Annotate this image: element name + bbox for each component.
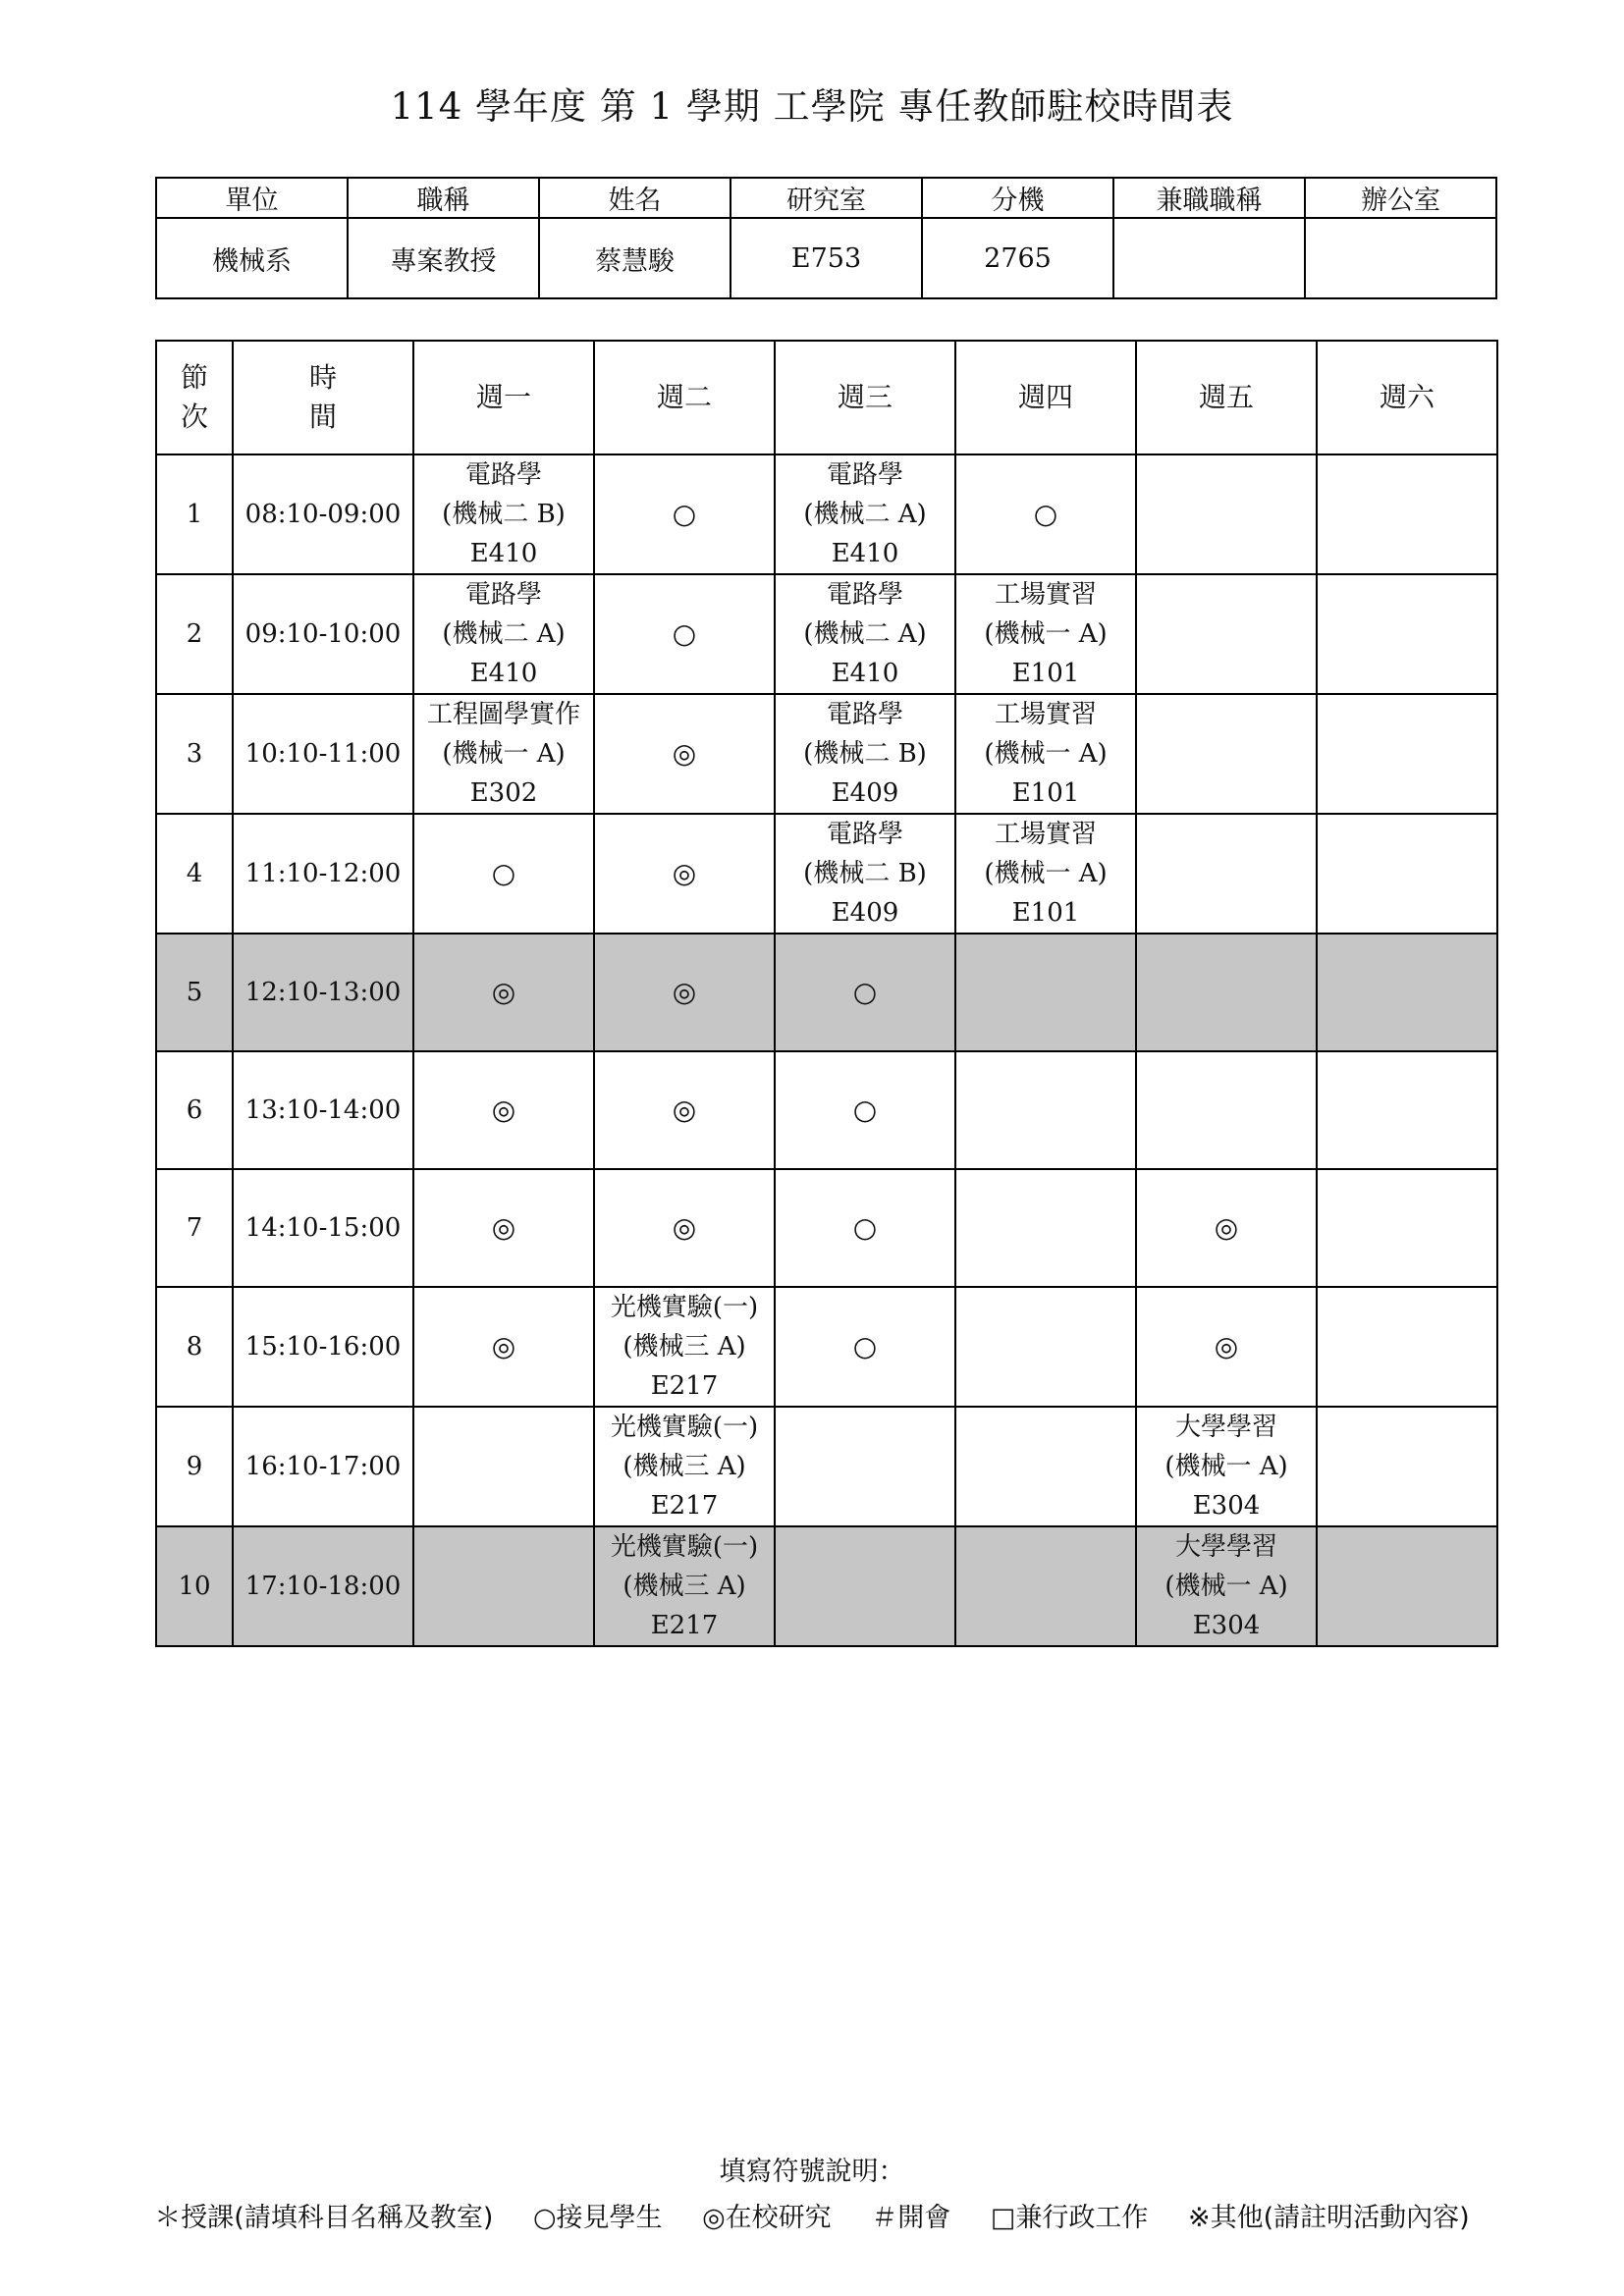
- info-value-unit: 機械系: [156, 218, 348, 298]
- schedule-row: [156, 1169, 1497, 1287]
- slot-wed: [775, 1169, 955, 1287]
- slot-wed: [775, 1287, 955, 1407]
- slot-symbol: ○: [852, 1329, 878, 1362]
- slot-wed: [775, 1407, 955, 1526]
- slot-mon: [413, 454, 594, 574]
- day-header-tue: 週二: [594, 341, 775, 454]
- slot-thu: [955, 1407, 1136, 1526]
- course-class: (機械一 A): [1164, 1452, 1288, 1481]
- slot-thu: [955, 454, 1136, 574]
- course-room: E304: [1192, 1491, 1261, 1521]
- schedule-row: [156, 934, 1497, 1051]
- slot-sat: [1317, 814, 1497, 934]
- slot-fri: [1136, 934, 1317, 1051]
- period-cell: 8: [156, 1287, 233, 1407]
- info-value-title: 專案教授: [348, 218, 539, 298]
- slot-symbol: ◎: [672, 736, 697, 770]
- schedule-row: [156, 814, 1497, 934]
- slot-tue: [594, 934, 775, 1051]
- info-header-row: [156, 178, 1496, 218]
- course-name: 電路學: [464, 580, 542, 610]
- slot-tue: [594, 454, 775, 574]
- slot-fri: [1136, 814, 1317, 934]
- slot-wed: [775, 574, 955, 694]
- slot-symbol: ○: [852, 1093, 878, 1126]
- day-header-mon: 週一: [413, 341, 594, 454]
- schedule-row: [156, 1051, 1497, 1169]
- slot-wed: [775, 934, 955, 1051]
- slot-symbol: ◎: [491, 975, 516, 1008]
- time-cell: 12:10-13:00: [233, 934, 413, 1051]
- course-room: E101: [1011, 659, 1080, 688]
- time-cell: 10:10-11:00: [233, 694, 413, 814]
- time-header-line2: 間: [308, 400, 337, 433]
- period-cell: 7: [156, 1169, 233, 1287]
- info-value-name: 蔡慧駿: [539, 218, 731, 298]
- slot-sat: [1317, 694, 1497, 814]
- course-name: 電路學: [826, 580, 903, 610]
- slot-wed: [775, 1526, 955, 1646]
- schedule-row: [156, 1526, 1497, 1646]
- slot-mon: [413, 1051, 594, 1169]
- course-room: E409: [831, 778, 899, 808]
- slot-symbol: ◎: [672, 856, 697, 889]
- info-value-office: [1305, 218, 1496, 298]
- course-class: (機械一 A): [984, 619, 1108, 649]
- slot-sat: [1317, 1051, 1497, 1169]
- course-room: E217: [650, 1491, 719, 1521]
- legend-meet-students: ○接見學生: [532, 2203, 663, 2233]
- course-room: E217: [650, 1371, 719, 1401]
- info-value-row: [156, 218, 1496, 298]
- schedule-row: [156, 454, 1497, 574]
- slot-symbol: ◎: [672, 1210, 697, 1244]
- time-cell: 15:10-16:00: [233, 1287, 413, 1407]
- course-class: (機械二 A): [442, 619, 566, 649]
- info-header-office: 辦公室: [1305, 178, 1496, 218]
- course-room: E410: [469, 659, 538, 688]
- course-name: 電路學: [826, 700, 903, 729]
- course-class: (機械二 B): [803, 739, 927, 769]
- slot-thu: [955, 1287, 1136, 1407]
- schedule-row: [156, 574, 1497, 694]
- slot-mon: [413, 934, 594, 1051]
- info-header-lab: 研究室: [731, 178, 922, 218]
- legend: [0, 2196, 1624, 2234]
- course-class: (機械二 B): [803, 859, 927, 888]
- day-header-fri: 週五: [1136, 341, 1317, 454]
- course-room: E410: [831, 659, 899, 688]
- slot-tue: [594, 1407, 775, 1526]
- slot-symbol: ○: [1033, 497, 1058, 530]
- info-header-unit: 單位: [156, 178, 348, 218]
- course-class: (機械三 A): [623, 1332, 746, 1362]
- info-header-extension: 分機: [922, 178, 1113, 218]
- course-name: 電路學: [826, 460, 903, 490]
- course-class: (機械一 A): [442, 739, 566, 769]
- course-room: E409: [831, 898, 899, 928]
- slot-symbol: ◎: [672, 1093, 697, 1126]
- slot-thu: [955, 1526, 1136, 1646]
- slot-fri: [1136, 1407, 1317, 1526]
- period-cell: 9: [156, 1407, 233, 1526]
- info-value-extension: 2765: [922, 218, 1113, 298]
- course-name: 光機實驗(一): [610, 1532, 759, 1562]
- course-class: (機械三 A): [623, 1452, 746, 1481]
- course-name: 工場實習: [994, 580, 1097, 610]
- time-cell: 09:10-10:00: [233, 574, 413, 694]
- course-name: 大學學習: [1174, 1532, 1277, 1562]
- slot-symbol: ○: [491, 856, 516, 889]
- slot-mon: [413, 814, 594, 934]
- period-cell: 10: [156, 1526, 233, 1646]
- schedule-row: [156, 1407, 1497, 1526]
- course-room: E101: [1011, 778, 1080, 808]
- slot-mon: [413, 694, 594, 814]
- day-header-thu: 週四: [955, 341, 1136, 454]
- time-header: [233, 341, 413, 454]
- time-cell: 08:10-09:00: [233, 454, 413, 574]
- slot-fri: [1136, 454, 1317, 574]
- slot-wed: [775, 814, 955, 934]
- slot-symbol: ○: [672, 497, 697, 530]
- slot-sat: [1317, 1287, 1497, 1407]
- day-header-sat: 週六: [1317, 341, 1497, 454]
- course-class: (機械二 A): [803, 500, 927, 529]
- period-cell: 6: [156, 1051, 233, 1169]
- slot-symbol: ◎: [1214, 1329, 1239, 1362]
- info-header-title: 職稱: [348, 178, 539, 218]
- slot-tue: [594, 1287, 775, 1407]
- slot-tue: [594, 1169, 775, 1287]
- slot-tue: [594, 1526, 775, 1646]
- time-cell: 17:10-18:00: [233, 1526, 413, 1646]
- slot-tue: [594, 1051, 775, 1169]
- schedule-header-row: [156, 341, 1497, 454]
- slot-thu: [955, 574, 1136, 694]
- legend-title: 填寫符號說明：: [719, 2157, 905, 2187]
- legend-meeting: ＃開會: [871, 2203, 951, 2233]
- slot-symbol: ○: [672, 616, 697, 650]
- course-class: (機械一 A): [984, 859, 1108, 888]
- legend-other: ※其他(請註明活動內容): [1187, 2203, 1470, 2233]
- period-cell: 4: [156, 814, 233, 934]
- slot-sat: [1317, 454, 1497, 574]
- slot-fri: [1136, 574, 1317, 694]
- course-class: (機械三 A): [623, 1572, 746, 1601]
- slot-mon: [413, 1169, 594, 1287]
- slot-sat: [1317, 1169, 1497, 1287]
- schedule-row: [156, 1287, 1497, 1407]
- course-class: (機械一 A): [984, 739, 1108, 769]
- slot-thu: [955, 814, 1136, 934]
- info-value-lab: E753: [731, 218, 922, 298]
- slot-thu: [955, 1051, 1136, 1169]
- slot-sat: [1317, 574, 1497, 694]
- slot-tue: [594, 574, 775, 694]
- course-name: 工場實習: [994, 820, 1097, 849]
- legend-admin-work: □兼行政工作: [990, 2203, 1149, 2233]
- slot-fri: [1136, 1051, 1317, 1169]
- time-cell: 13:10-14:00: [233, 1051, 413, 1169]
- period-cell: 2: [156, 574, 233, 694]
- course-class: (機械一 A): [1164, 1572, 1288, 1601]
- legend-research: ◎在校研究: [702, 2203, 832, 2233]
- slot-tue: [594, 814, 775, 934]
- slot-thu: [955, 694, 1136, 814]
- slot-wed: [775, 1051, 955, 1169]
- period-header-line2: 次: [180, 400, 208, 433]
- period-cell: 1: [156, 454, 233, 574]
- course-name: 電路學: [464, 460, 542, 490]
- info-header-concurrent-title: 兼職職稱: [1113, 178, 1305, 218]
- slot-tue: [594, 694, 775, 814]
- slot-fri: [1136, 694, 1317, 814]
- slot-fri: [1136, 1169, 1317, 1287]
- time-cell: 14:10-15:00: [233, 1169, 413, 1287]
- course-name: 電路學: [826, 820, 903, 849]
- slot-mon: [413, 574, 594, 694]
- slot-thu: [955, 1169, 1136, 1287]
- time-cell: 11:10-12:00: [233, 814, 413, 934]
- course-name: 工場實習: [994, 700, 1097, 729]
- slot-symbol: ○: [852, 975, 878, 1008]
- slot-mon: [413, 1526, 594, 1646]
- slot-symbol: ◎: [1214, 1210, 1239, 1244]
- time-header-line1: 時: [308, 361, 337, 394]
- time-cell: 16:10-17:00: [233, 1407, 413, 1526]
- course-name: 大學學習: [1174, 1413, 1277, 1442]
- course-name: 工程圖學實作: [426, 700, 580, 729]
- info-header-name: 姓名: [539, 178, 731, 218]
- day-header-wed: 週三: [775, 341, 955, 454]
- course-room: E410: [831, 539, 899, 568]
- slot-sat: [1317, 934, 1497, 1051]
- course-name: 光機實驗(一): [610, 1293, 759, 1322]
- slot-mon: [413, 1407, 594, 1526]
- page-title: 114 學年度 第 1 學期 工學院 專任教師駐校時間表: [390, 85, 1234, 128]
- slot-wed: [775, 694, 955, 814]
- slot-wed: [775, 454, 955, 574]
- course-room: E217: [650, 1611, 719, 1640]
- period-header: [156, 341, 233, 454]
- slot-symbol: ○: [852, 1210, 878, 1244]
- slot-sat: [1317, 1526, 1497, 1646]
- slot-symbol: ◎: [491, 1210, 516, 1244]
- schedule-row: [156, 694, 1497, 814]
- slot-symbol: ◎: [491, 1093, 516, 1126]
- slot-mon: [413, 1287, 594, 1407]
- slot-sat: [1317, 1407, 1497, 1526]
- slot-symbol: ◎: [491, 1329, 516, 1362]
- info-value-concurrent-title: [1113, 218, 1305, 298]
- period-cell: 3: [156, 694, 233, 814]
- slot-symbol: ◎: [672, 975, 697, 1008]
- slot-thu: [955, 934, 1136, 1051]
- course-class: (機械二 B): [442, 500, 566, 529]
- course-room: E302: [469, 778, 538, 808]
- course-room: E101: [1011, 898, 1080, 928]
- teacher-info-table: [155, 177, 1497, 299]
- period-header-line1: 節: [180, 361, 208, 394]
- slot-fri: [1136, 1526, 1317, 1646]
- slot-fri: [1136, 1287, 1317, 1407]
- course-name: 光機實驗(一): [610, 1413, 759, 1442]
- course-room: E304: [1192, 1611, 1261, 1640]
- period-cell: 5: [156, 934, 233, 1051]
- schedule-table: [155, 340, 1498, 1647]
- course-room: E410: [469, 539, 538, 568]
- course-class: (機械二 A): [803, 619, 927, 649]
- legend-teaching: ＊授課(請填科目名稱及教室): [154, 2203, 494, 2233]
